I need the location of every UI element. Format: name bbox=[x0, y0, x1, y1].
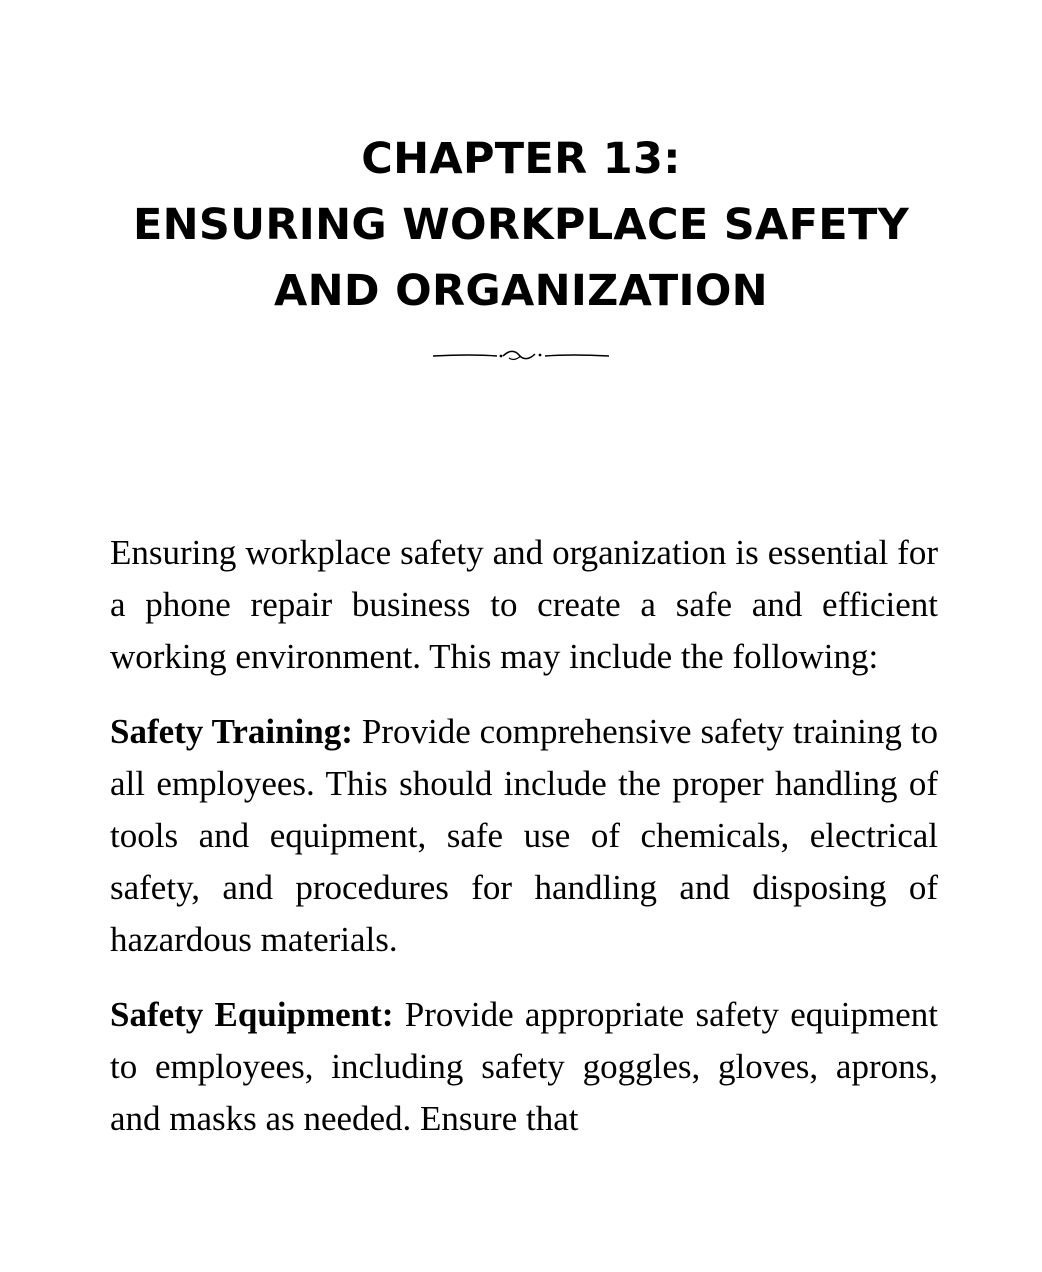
decorative-divider-icon bbox=[431, 346, 611, 366]
chapter-title-line-1: ENSURING WORKPLACE SAFETY bbox=[132, 200, 910, 250]
paragraph-text: Provide appropriate safety equipment to employees, including safety goggles, gloves, aprons, and masks as needed. Ensure that bbox=[110, 995, 939, 1138]
paragraph-text: Provide comprehensive safety training to all employees. This should include the proper handling of tools and equipment, safe use of chemicals, electrical safety, and procedures for handling and disposing of hazardous materials. bbox=[110, 712, 939, 959]
chapter-number: CHAPTER 13: bbox=[361, 134, 681, 184]
safety-training-paragraph bbox=[110, 706, 938, 966]
paragraph-lead: Safety Training: bbox=[110, 712, 353, 751]
paragraph-lead: Safety Equipment: bbox=[110, 995, 394, 1034]
safety-equipment-paragraph bbox=[110, 989, 938, 1145]
chapter-body bbox=[110, 527, 938, 1168]
chapter-title-line-2: AND ORGANIZATION bbox=[274, 266, 768, 316]
intro-paragraph: Ensuring workplace safety and organization is essential for a phone repair business to create a safe and efficient working environment. This may include the following: bbox=[110, 533, 938, 676]
chapter-heading bbox=[0, 126, 1042, 324]
